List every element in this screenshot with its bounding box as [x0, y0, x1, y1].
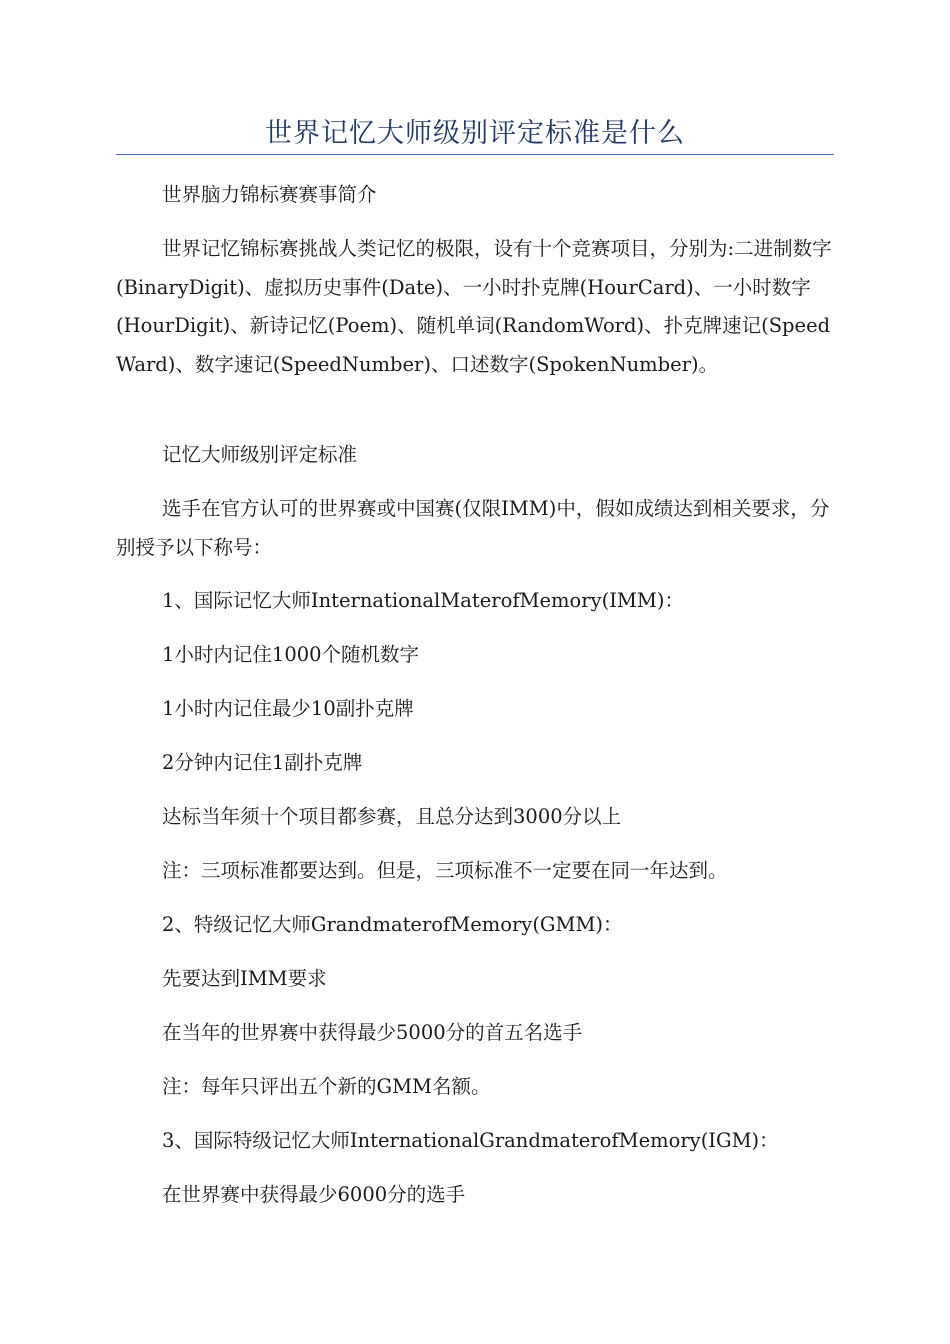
- paragraph-imm-req-2: 1小时内记住最少10副扑克牌: [162, 697, 414, 720]
- paragraph-gmm-heading: 2、特级记忆大师GrandmaterofMemory(GMM)：: [162, 913, 623, 936]
- paragraph-imm-note: 注：三项标准都要达到。但是，三项标准不一定要在同一年达到。: [162, 859, 728, 882]
- paragraph-imm-req-4: 达标当年须十个项目都参赛，且总分达到3000分以上: [162, 805, 622, 828]
- paragraph-igm-heading: 3、国际特级记忆大师InternationalGrandmaterofMemory(IGM)：: [162, 1129, 779, 1152]
- paragraph-gmm-note: 注：每年只评出五个新的GMM名额。: [162, 1075, 491, 1098]
- paragraph-titles-intro: 选手在官方认可的世界赛或中国赛(仅限IMM)中，假如成绩达到相关要求，分别授予以下称号：: [116, 497, 830, 559]
- paragraph-heading-intro: 世界脑力锦标赛赛事简介: [162, 183, 377, 206]
- paragraph-imm-heading: 1、国际记忆大师InternationalMaterofMemory(IMM)：: [162, 589, 684, 612]
- paragraph-imm-req-3: 2分钟内记住1副扑克牌: [162, 751, 363, 774]
- title-underline: [116, 154, 834, 155]
- paragraph-igm-req-1: 在世界赛中获得最少6000分的选手: [162, 1183, 466, 1206]
- paragraph-gmm-req-2: 在当年的世界赛中获得最少5000分的首五名选手: [162, 1021, 583, 1044]
- document-title: 世界记忆大师级别评定标准是什么: [265, 118, 685, 149]
- paragraph-gmm-req-1: 先要达到IMM要求: [162, 967, 327, 990]
- paragraph-heading-standards: 记忆大师级别评定标准: [162, 443, 358, 466]
- paragraph-imm-req-1: 1小时内记住1000个随机数字: [162, 643, 420, 666]
- paragraph-events: 世界记忆锦标赛挑战人类记忆的极限，设有十个竞赛项目，分别为:二进制数字(BinaryDigit)、虚拟历史事件(Date)、一小时扑克牌(HourCard)、一小时数字(HourDigit)、新诗记忆(Poem)、随机单词(RandomWord)、扑克牌速记(SpeedWard)、数字速记(SpeedNumber)、口述数字(SpokenNumber)。: [116, 237, 832, 376]
